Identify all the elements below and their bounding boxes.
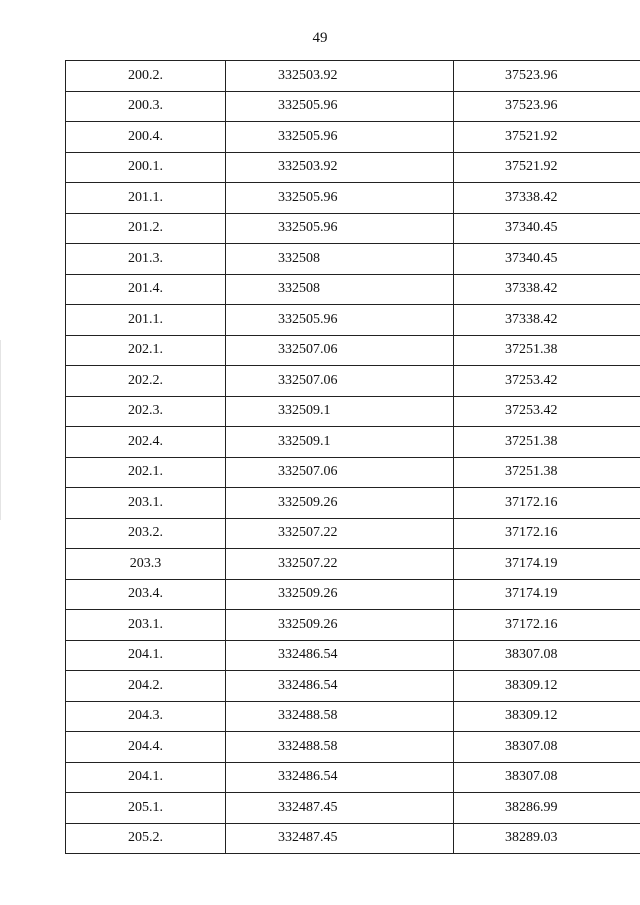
x-coordinate-cell: 332488.58 xyxy=(226,701,454,732)
x-coordinate-cell: 332509.1 xyxy=(226,427,454,458)
x-coordinate-cell: 332507.22 xyxy=(226,518,454,549)
point-number-cell: 201.2. xyxy=(66,213,226,244)
x-coordinate-cell: 332508 xyxy=(226,244,454,275)
y-coordinate-cell: 38309.12 xyxy=(454,701,640,732)
y-coordinate-cell: 37251.38 xyxy=(454,427,640,458)
point-number-cell: 201.1. xyxy=(66,305,226,336)
point-number-cell: 200.3. xyxy=(66,91,226,122)
x-coordinate-cell: 332503.92 xyxy=(226,152,454,183)
point-number-cell: 203.1. xyxy=(66,610,226,641)
table-row xyxy=(66,61,640,92)
x-coordinate-cell: 332507.06 xyxy=(226,366,454,397)
point-number-cell: 203.2. xyxy=(66,518,226,549)
y-coordinate-cell: 38309.12 xyxy=(454,671,640,702)
point-number-cell: 201.4. xyxy=(66,274,226,305)
x-coordinate-cell: 332505.96 xyxy=(226,122,454,153)
table-row xyxy=(66,274,640,305)
table-row xyxy=(66,152,640,183)
coordinates-table xyxy=(65,60,640,854)
table-row xyxy=(66,579,640,610)
y-coordinate-cell: 37523.96 xyxy=(454,61,640,92)
table-row xyxy=(66,213,640,244)
point-number-cell: 200.2. xyxy=(66,61,226,92)
y-coordinate-cell: 38307.08 xyxy=(454,762,640,793)
y-coordinate-cell: 37251.38 xyxy=(454,335,640,366)
table-row xyxy=(66,396,640,427)
point-number-cell: 202.2. xyxy=(66,366,226,397)
y-coordinate-cell: 37174.19 xyxy=(454,549,640,580)
point-number-cell: 201.1. xyxy=(66,183,226,214)
scan-margin-line xyxy=(0,340,1,520)
table-row xyxy=(66,122,640,153)
x-coordinate-cell: 332507.06 xyxy=(226,335,454,366)
x-coordinate-cell: 332487.45 xyxy=(226,793,454,824)
point-number-cell: 201.3. xyxy=(66,244,226,275)
table-row xyxy=(66,610,640,641)
table-row xyxy=(66,701,640,732)
point-number-cell: 200.1. xyxy=(66,152,226,183)
y-coordinate-cell: 38307.08 xyxy=(454,732,640,763)
y-coordinate-cell: 37338.42 xyxy=(454,183,640,214)
point-number-cell: 204.4. xyxy=(66,732,226,763)
y-coordinate-cell: 37251.38 xyxy=(454,457,640,488)
x-coordinate-cell: 332505.96 xyxy=(226,305,454,336)
x-coordinate-cell: 332509.26 xyxy=(226,579,454,610)
table-row xyxy=(66,427,640,458)
point-number-cell: 204.2. xyxy=(66,671,226,702)
x-coordinate-cell: 332486.54 xyxy=(226,640,454,671)
table-row xyxy=(66,366,640,397)
y-coordinate-cell: 37172.16 xyxy=(454,518,640,549)
point-number-cell: 204.3. xyxy=(66,701,226,732)
table-row xyxy=(66,732,640,763)
point-number-cell: 200.4. xyxy=(66,122,226,153)
table-row xyxy=(66,91,640,122)
y-coordinate-cell: 38286.99 xyxy=(454,793,640,824)
point-number-cell: 203.4. xyxy=(66,579,226,610)
x-coordinate-cell: 332488.58 xyxy=(226,732,454,763)
point-number-cell: 202.1. xyxy=(66,457,226,488)
table-row xyxy=(66,640,640,671)
x-coordinate-cell: 332486.54 xyxy=(226,671,454,702)
table-row xyxy=(66,762,640,793)
x-coordinate-cell: 332508 xyxy=(226,274,454,305)
y-coordinate-cell: 37338.42 xyxy=(454,274,640,305)
table-row xyxy=(66,518,640,549)
x-coordinate-cell: 332509.26 xyxy=(226,610,454,641)
x-coordinate-cell: 332507.06 xyxy=(226,457,454,488)
point-number-cell: 203.3 xyxy=(66,549,226,580)
table-row xyxy=(66,793,640,824)
table-row xyxy=(66,457,640,488)
x-coordinate-cell: 332505.96 xyxy=(226,183,454,214)
table-row xyxy=(66,549,640,580)
table-row xyxy=(66,244,640,275)
point-number-cell: 202.3. xyxy=(66,396,226,427)
point-number-cell: 204.1. xyxy=(66,762,226,793)
table-row xyxy=(66,671,640,702)
point-number-cell: 202.1. xyxy=(66,335,226,366)
y-coordinate-cell: 37172.16 xyxy=(454,488,640,519)
table-row xyxy=(66,823,640,854)
y-coordinate-cell: 37253.42 xyxy=(454,396,640,427)
table-row xyxy=(66,335,640,366)
x-coordinate-cell: 332503.92 xyxy=(226,61,454,92)
x-coordinate-cell: 332509.26 xyxy=(226,488,454,519)
point-number-cell: 205.1. xyxy=(66,793,226,824)
table-row xyxy=(66,183,640,214)
x-coordinate-cell: 332487.45 xyxy=(226,823,454,854)
y-coordinate-cell: 37521.92 xyxy=(454,152,640,183)
x-coordinate-cell: 332505.96 xyxy=(226,91,454,122)
point-number-cell: 205.2. xyxy=(66,823,226,854)
y-coordinate-cell: 37340.45 xyxy=(454,213,640,244)
x-coordinate-cell: 332486.54 xyxy=(226,762,454,793)
point-number-cell: 202.4. xyxy=(66,427,226,458)
y-coordinate-cell: 37338.42 xyxy=(454,305,640,336)
y-coordinate-cell: 37172.16 xyxy=(454,610,640,641)
y-coordinate-cell: 37340.45 xyxy=(454,244,640,275)
page-number: 49 xyxy=(312,30,328,46)
point-number-cell: 204.1. xyxy=(66,640,226,671)
x-coordinate-cell: 332509.1 xyxy=(226,396,454,427)
y-coordinate-cell: 38307.08 xyxy=(454,640,640,671)
point-number-cell: 203.1. xyxy=(66,488,226,519)
coordinates-table-body xyxy=(66,61,640,854)
y-coordinate-cell: 37523.96 xyxy=(454,91,640,122)
x-coordinate-cell: 332505.96 xyxy=(226,213,454,244)
table-row xyxy=(66,488,640,519)
y-coordinate-cell: 37521.92 xyxy=(454,122,640,153)
table-row xyxy=(66,305,640,336)
y-coordinate-cell: 37174.19 xyxy=(454,579,640,610)
y-coordinate-cell: 38289.03 xyxy=(454,823,640,854)
y-coordinate-cell: 37253.42 xyxy=(454,366,640,397)
x-coordinate-cell: 332507.22 xyxy=(226,549,454,580)
